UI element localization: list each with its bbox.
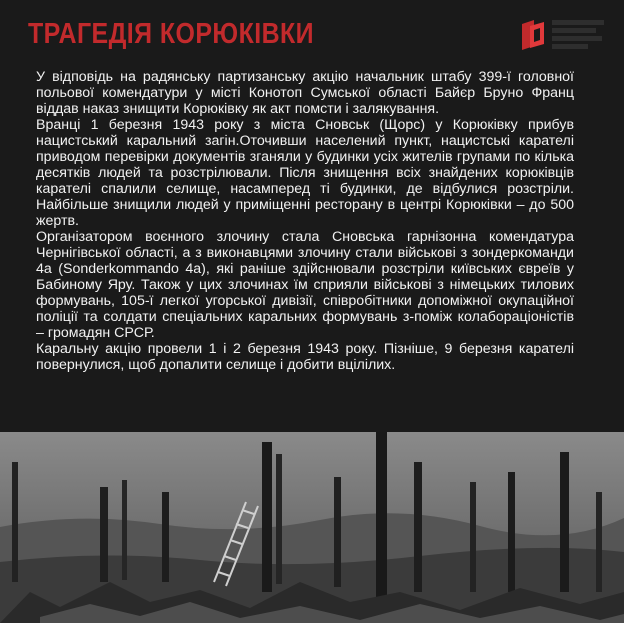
paragraph-4: Каральну акцію провели 1 і 2 березня 1943 року. Пізніше, 9 березня карателі повернулися, щоб допалити селище і добити вцілілих. bbox=[36, 341, 574, 373]
paragraph-2: Вранці 1 березня 1943 року з міста Сновськ (Щорс) у Корюківку прибув нацистський каральний загін.Оточивши населений пункт, нацистські карателі приводом перевірки документів зганяли у будинки усіх жителів групами по кілька десятків людей та розстрілювали. Після знищення всіх знайдених корюківців карателі спалили селище, насамперед ті будинки, де відбулися розстріли. Найбільше знищили людей у приміщенні ресторану в центрі Корюківки – до 500 жертв. bbox=[36, 117, 574, 229]
historical-photo-burned-village bbox=[0, 432, 624, 623]
page-title: ТРАГЕДІЯ КОРЮКІВКИ bbox=[28, 18, 315, 50]
memorial-logo-icon bbox=[520, 20, 546, 50]
paragraph-3: Організатором воєнного злочину стала Сновська гарнізонна комендатура Чернігівської області, а з виконавцями злочину стали військові з зондеркоманди 4а (Sonderkommando 4a), які раніше здійснювали розстріли київських євреїв у Бабиному Яру. Також у цих злочинах їм сприяли військові з німецьких тилових формувань, 105-ї легкої угорської дивізії, співробітники допоміжної окупаційної поліції та солдати спеціальних каральних формувань з-поміж колабораціоністів – громадян СРСР. bbox=[36, 229, 574, 341]
article-body bbox=[36, 69, 574, 373]
logo-caption-placeholder bbox=[552, 20, 604, 50]
photo-drawing bbox=[0, 432, 624, 623]
paragraph-1: У відповідь на радянську партизанську акцію начальник штабу 399-ї головної польової комендатури у місті Конотоп Сумської області Байєр Бруно Франц віддав наказ знищити Корюківку як акт помсти і залякування. bbox=[36, 69, 574, 117]
